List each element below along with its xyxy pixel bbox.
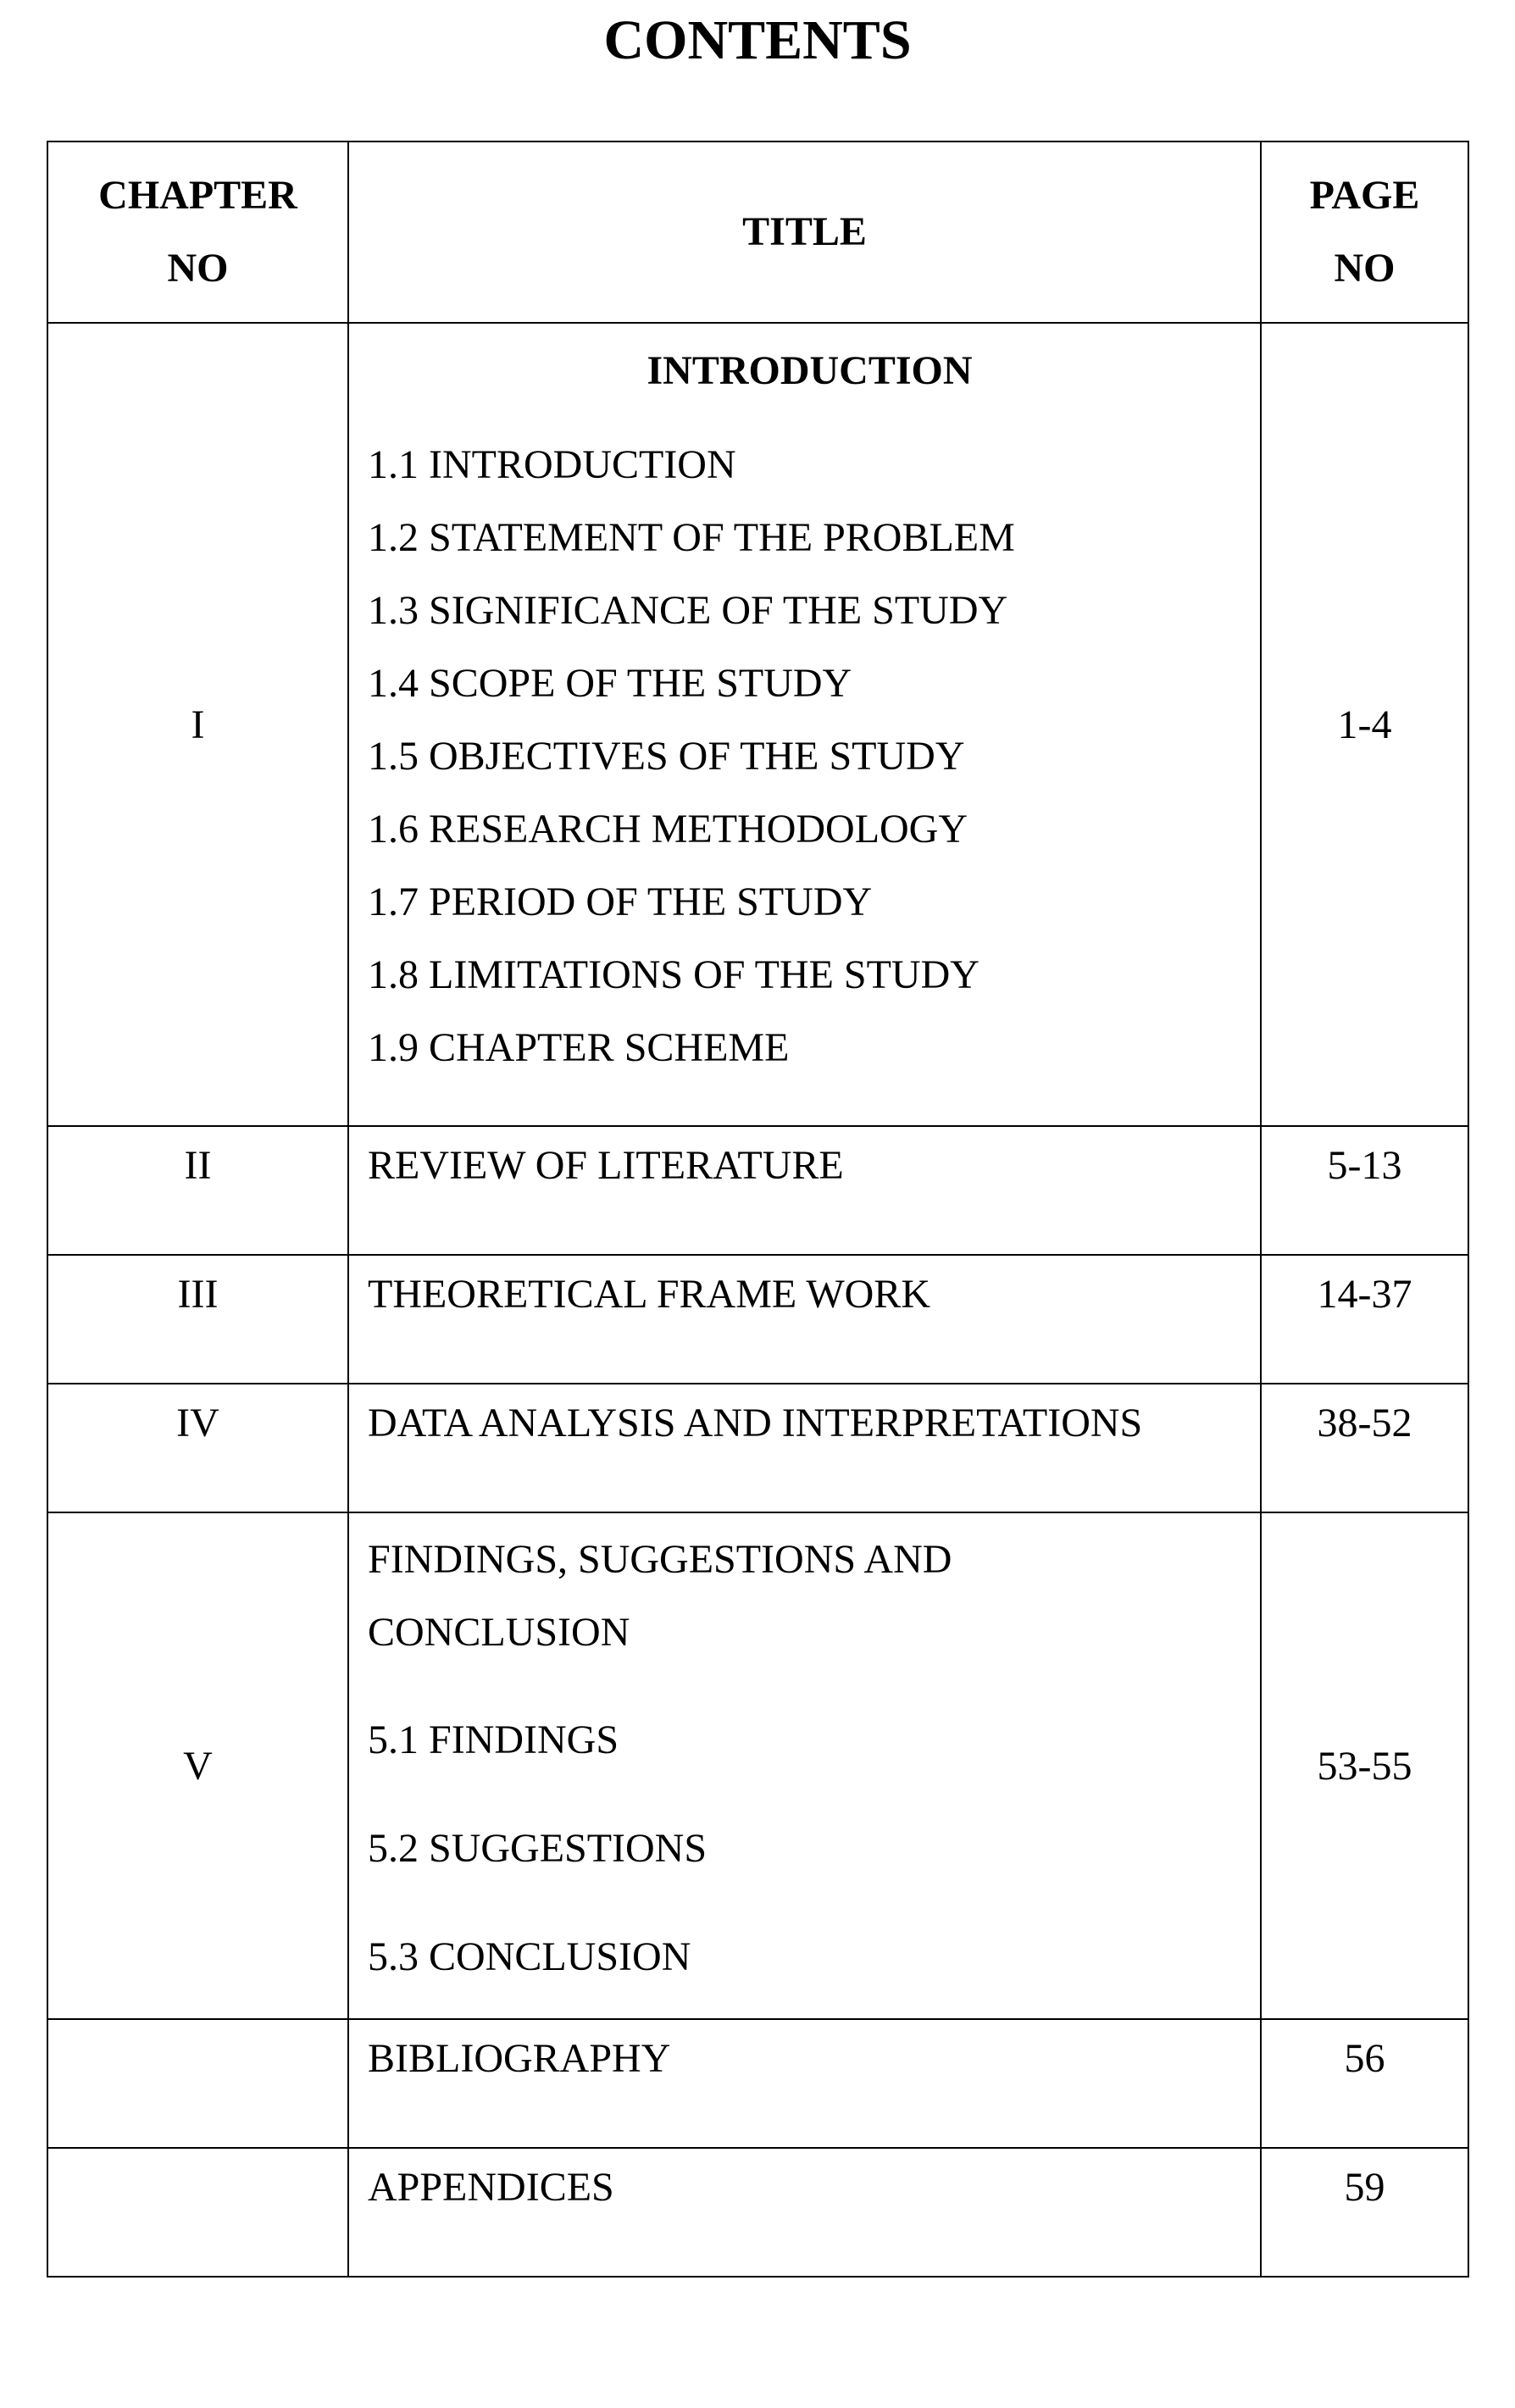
chapter-no-header — [47, 141, 348, 323]
section-list — [368, 429, 1251, 1085]
chapter-number: IV — [47, 1384, 348, 1512]
list-item: 5.1 FINDINGS — [368, 1717, 619, 1762]
chapter-header-line1: CHAPTER — [98, 173, 297, 218]
list-item: 1.8 LIMITATIONS OF THE STUDY — [368, 952, 979, 997]
page-title: CONTENTS — [603, 9, 912, 71]
list-item: 1.7 PERIOD OF THE STUDY — [368, 879, 873, 924]
chapter-heading — [368, 1513, 1251, 1669]
chapter-heading: BIBLIOGRAPHY — [368, 2036, 671, 2081]
title-header: TITLE — [348, 141, 1261, 323]
chapter-title-cell — [348, 1126, 1261, 1255]
chapter-number: II — [47, 1126, 348, 1255]
page-range: 38-52 — [1261, 1384, 1468, 1512]
chapter-number: V — [47, 1512, 348, 2019]
list-item: 1.3 SIGNIFICANCE OF THE STUDY — [368, 588, 1008, 633]
page-range: 59 — [1261, 2148, 1468, 2277]
chapter-heading: INTRODUCTION — [647, 348, 973, 393]
page-range: 1-4 — [1261, 323, 1468, 1126]
page-no-header — [1261, 141, 1468, 323]
list-item: 5.2 SUGGESTIONS — [368, 1826, 708, 1871]
table-row-chapter-2 — [47, 1126, 1468, 1255]
chapter-number: III — [47, 1255, 348, 1384]
list-item: 5.3 CONCLUSION — [368, 1934, 691, 1979]
chapter-number — [47, 2019, 348, 2148]
page-range: 56 — [1261, 2019, 1468, 2148]
chapter-title-cell — [348, 1255, 1261, 1384]
page-range: 53-55 — [1261, 1512, 1468, 2019]
chapter-header-line2: NO — [167, 246, 229, 291]
contents-table — [47, 141, 1469, 2278]
page-range: 14-37 — [1261, 1255, 1468, 1384]
list-item: 1.2 STATEMENT OF THE PROBLEM — [368, 515, 1015, 560]
table-row-chapter-3 — [47, 1255, 1468, 1384]
chapter-number — [47, 2148, 348, 2277]
list-item: 1.4 SCOPE OF THE STUDY — [368, 661, 852, 706]
chapter-heading-line1: FINDINGS, SUGGESTIONS AND — [368, 1537, 952, 1582]
chapter-heading: REVIEW OF LITERATURE — [368, 1143, 844, 1188]
table-row-chapter-1 — [47, 323, 1468, 1126]
chapter-heading: THEORETICAL FRAME WORK — [368, 1272, 930, 1317]
page-header-line1: PAGE — [1309, 173, 1420, 218]
chapter-heading: DATA ANALYSIS AND INTERPRETATIONS — [368, 1401, 1143, 1445]
chapter-title-cell — [348, 2148, 1261, 2277]
list-item: 1.6 RESEARCH METHODOLOGY — [368, 807, 968, 852]
chapter-heading-line2: CONCLUSION — [368, 1610, 630, 1655]
chapter-title-cell — [348, 1512, 1261, 2019]
chapter-title-cell — [348, 2019, 1261, 2148]
chapter-title-cell — [348, 323, 1261, 1126]
chapter-title-cell — [348, 1384, 1261, 1512]
page-header-line2: NO — [1334, 246, 1396, 291]
table-row-bibliography — [47, 2019, 1468, 2148]
list-item: 1.5 OBJECTIVES OF THE STUDY — [368, 734, 965, 779]
table-header-row — [47, 141, 1468, 323]
table-row-chapter-4 — [47, 1384, 1468, 1512]
table-row-chapter-5 — [47, 1512, 1468, 2019]
list-item: 1.9 CHAPTER SCHEME — [368, 1025, 790, 1070]
chapter-number: I — [47, 323, 348, 1126]
section-list — [368, 1686, 1251, 2011]
list-item: 1.1 INTRODUCTION — [368, 442, 736, 487]
page-range: 5-13 — [1261, 1126, 1468, 1255]
table-row-appendices — [47, 2148, 1468, 2277]
chapter-heading: APPENDICES — [368, 2165, 614, 2210]
